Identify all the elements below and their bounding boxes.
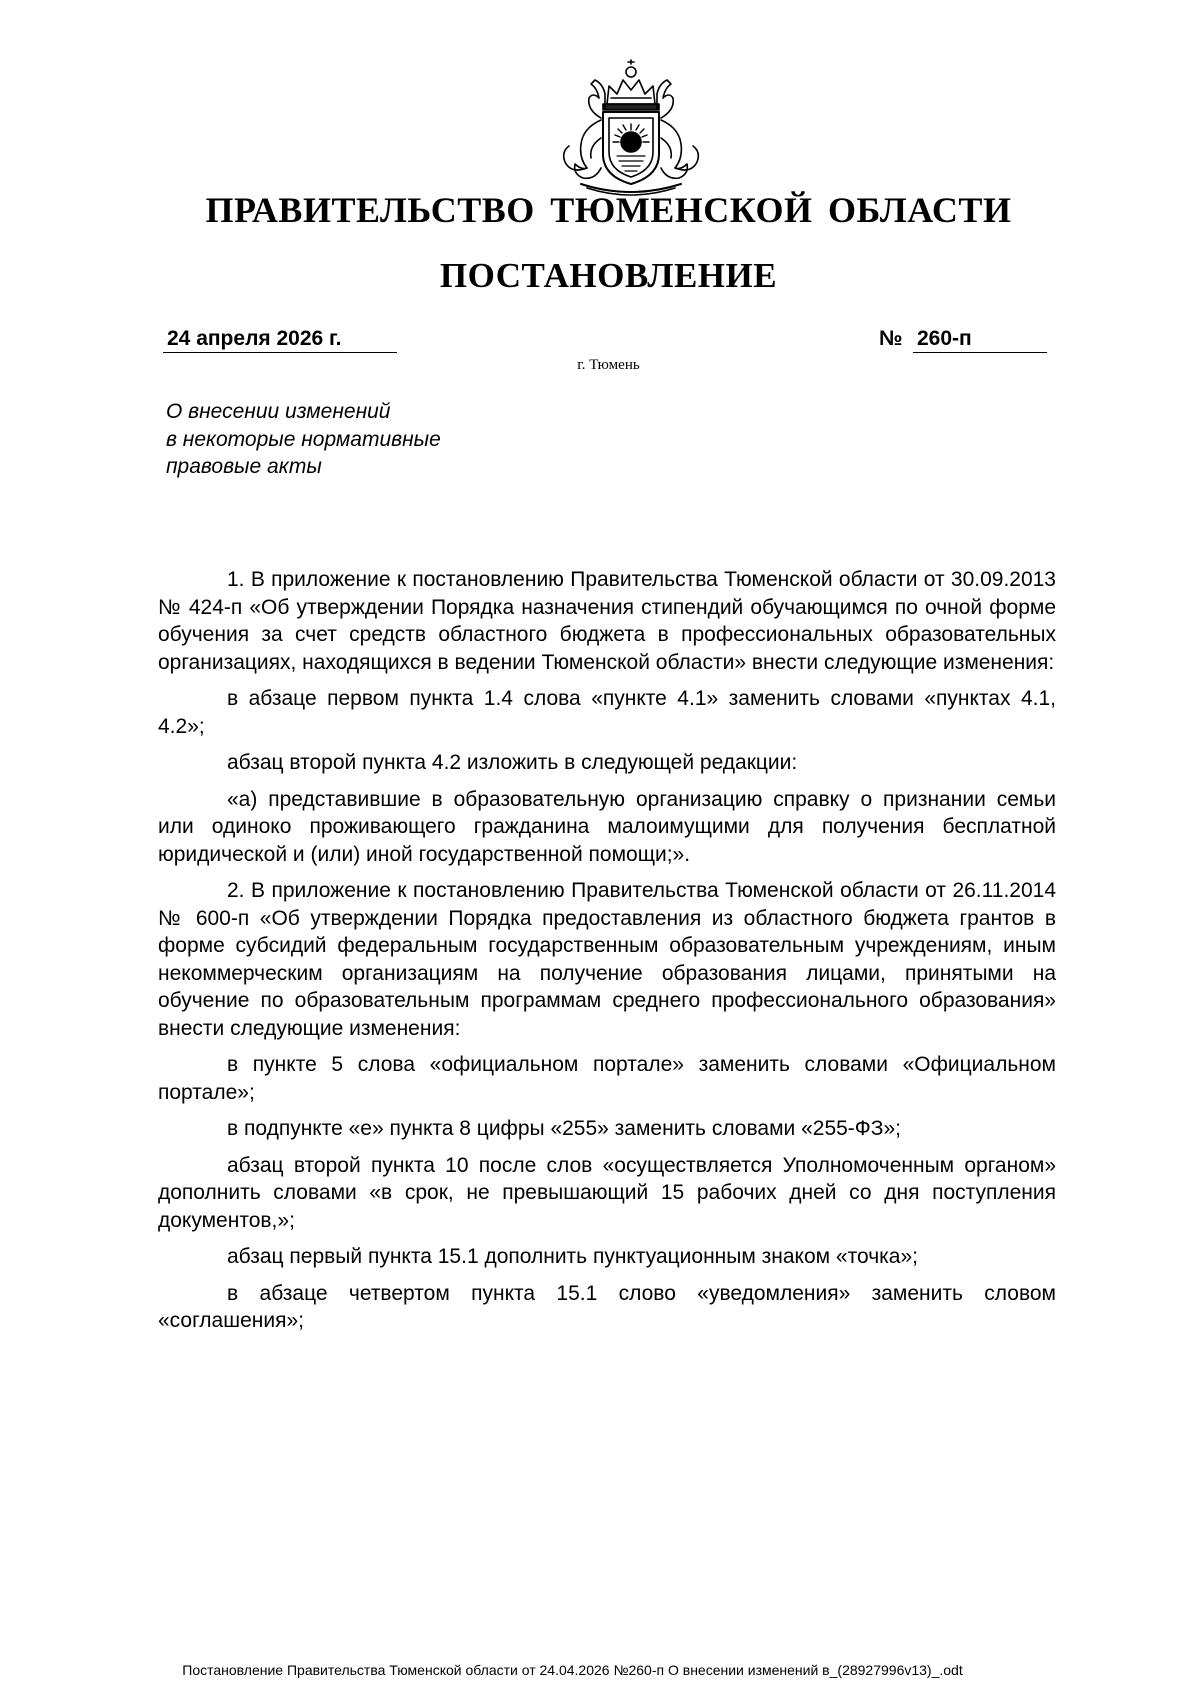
- body-paragraph: в подпункте «е» пункта 8 цифры «255» заменить словами «255-ФЗ»;: [227, 1117, 901, 1140]
- document-type-title: ПОСТАНОВЛЕНИЕ: [439, 256, 778, 295]
- page-footer: Постановление Правительства Тюменской области от 24.04.2026 №260-п О внесении изменений в_(28927996v13)_.odt: [182, 1662, 963, 1678]
- body-paragraph: абзац второй пункта 4.2 изложить в следующей редакции:: [227, 751, 798, 774]
- body-paragraph: «а) представившие в образовательную организацию справку о признании семьи или одиноко проживающего гражданина малоимущими для получения бесплатной юридической и (или) иной государственной помощи;».: [158, 787, 1056, 866]
- subject-line: правовые акты: [166, 455, 322, 478]
- body-paragraph: в пункте 5 слова «официальном портале» заменить словами «Официальном портале»;: [158, 1053, 1056, 1104]
- body-paragraph: 1. В приложение к постановлению Правительства Тюменской области от 30.09.2013 № 424-п «Об утверждении Порядка назначения стипендий обучающимся по очной форме обучения за счет средств областного бюджета в профессиональных образовательных организациях, находящихся в ведении Тюменской области» внести следующие изменения:: [158, 568, 1056, 674]
- subject-line: О внесении изменений: [166, 400, 391, 423]
- document-subject: [166, 398, 526, 481]
- subject-line: в некоторые нормативные: [166, 427, 441, 451]
- body-paragraph: абзац первый пункта 15.1 дополнить пунктуационным знаком «точка»;: [227, 1245, 918, 1268]
- document-city: г. Тюмень: [577, 357, 640, 373]
- document-number-label: №: [879, 327, 903, 350]
- tyumen-region-coat-of-arms-icon: [557, 58, 705, 198]
- document-body: [158, 566, 1056, 1344]
- document-date: 24 апреля 2026 г.: [163, 325, 397, 353]
- organization-title: ПРАВИТЕЛЬСТВО ТЮМЕНСКОЙ ОБЛАСТИ: [205, 190, 1012, 230]
- body-paragraph: абзац второй пункта 10 после слов «осуществляется Уполномоченным органом» дополнить словами «в срок, не превышающий 15 рабочих дней со дня поступления документов,»;: [158, 1153, 1056, 1232]
- document-number: 260-п: [913, 325, 1047, 353]
- body-paragraph: 2. В приложение к постановлению Правительства Тюменской области от 26.11.2014 № 600-п «Об утверждении Порядка предоставления из областного бюджета грантов в форме субсидий федеральным государственным образовательным учреждениям, иным некоммерческим организациям на получение образования лицами, принятыми на обучение по образовательным программам среднего профессионального образования» внести следующие изменения:: [158, 879, 1056, 1040]
- body-paragraph: в абзаце первом пункта 1.4 слова «пункте 4.1» заменить словами «пунктах 4.1, 4.2»;: [158, 687, 1056, 738]
- body-paragraph: в абзаце четвертом пункта 15.1 слово «уведомления» заменить словом «соглашения»;: [158, 1281, 1056, 1332]
